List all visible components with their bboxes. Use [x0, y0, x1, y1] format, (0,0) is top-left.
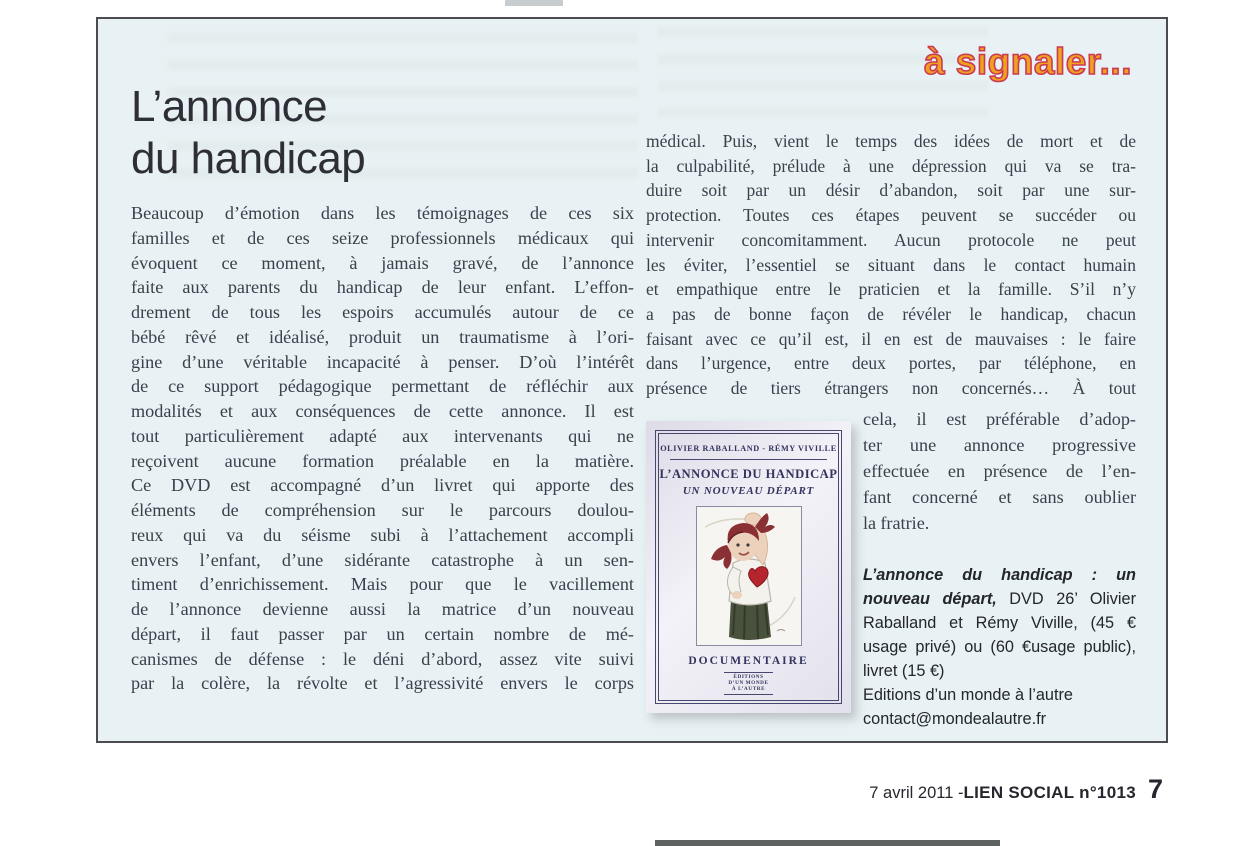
text-line: familles et de ces seize professionnels médicaux qui [131, 227, 634, 248]
text-line: effectuée en présence de l’en- [863, 460, 1136, 481]
text-line: la culpabilité, prélude à une dépression qui va se tra- [646, 155, 1136, 176]
text-line: Beaucoup d’émotion dans les témoignages de ces six [131, 203, 634, 223]
section-tag: à signaler... [923, 41, 1132, 82]
text-line: gine d’une véritable incapacité à penser. D’où l’intérêt [131, 351, 634, 372]
text-line: modalités et aux conséquences de cette annonce. Il est [131, 401, 634, 421]
text-line: duire soit par un désir d’abandon, soit par une sur- [646, 180, 1136, 201]
text-line: cela, il est préférable d’adop- [863, 408, 1136, 429]
caption-publisher: Editions d’un monde à l’autre [863, 685, 1073, 704]
caption-title: L’annonce du handicap : un nouveau départ, [863, 565, 1136, 608]
text-line: évoquent ce moment, à jamais gravé, de l’annonce [131, 252, 634, 273]
text-line: protection. Toutes ces étapes peuvent se succéder ou [646, 205, 1136, 226]
text-line: bébé rêvé et idéalisé, produit un traumatisme à l’ori- [131, 326, 634, 347]
dvd-title: L’ANNONCE DU HANDICAP [659, 466, 838, 481]
article-left-column [131, 201, 634, 696]
dvd-caption [863, 563, 1136, 731]
dvd-cover-inner [658, 433, 839, 701]
publisher-logo [724, 672, 772, 695]
right-column-text-top [646, 129, 1136, 401]
dvd-cover-frame [655, 430, 842, 704]
text-line: et empathique entre le praticien et la famille. S’il n’y [646, 279, 1136, 300]
text-line: faite aux parents du handicap de leur enfant. L’effon- [131, 277, 634, 298]
text-line: intervenir concomitamment. Aucun protocole ne peut [646, 229, 1136, 250]
caption-email: contact@mondealautre.fr [863, 709, 1047, 728]
media-row [646, 408, 1136, 731]
dvd-subtitle: UN NOUVEAU DÉPART [682, 484, 815, 497]
text-line: médical. Puis, vient le temps des idées de mort et de [646, 131, 1136, 151]
dvd-rule [670, 459, 828, 460]
text-line: par la colère, la révolte et l’agressivité envers le corps [131, 673, 634, 694]
text-line: tout particulièrement adapté aux intervenants qui ne [131, 425, 634, 446]
caption-flow [863, 563, 1136, 683]
text-line: canismes de défense : le déni d’abord, assez vite suivi [131, 648, 634, 669]
page-footer [869, 774, 1163, 805]
text-line: reux qui va du séisme subi à l’attachement accompli [131, 524, 634, 545]
article-title-line1: L’annonce [131, 82, 328, 131]
text-line: Ce DVD est accompagné d’un livret qui apporte des [131, 475, 634, 496]
text-line: la fratrie. [863, 512, 930, 533]
article-title [131, 81, 365, 185]
right-column-text-wrapped [863, 406, 1136, 536]
scan-artifact-smudge [505, 0, 563, 6]
article-right-column [646, 129, 1136, 731]
text-line: éléments de compréhension sur le parcours doulou- [131, 500, 634, 520]
text-line: départ, il faut passer par un certain nombre de mé- [131, 623, 634, 644]
dvd-cover [646, 421, 851, 713]
wrap-text-stack [863, 406, 1136, 731]
article-panel [96, 17, 1168, 743]
publisher-line: À L’AUTRE [731, 686, 766, 693]
publisher-line: D’UN MONDE [728, 680, 769, 687]
dvd-genre: DOCUMENTAIRE [688, 654, 809, 667]
scan-artifact-strip [655, 840, 1000, 846]
girl-illustration [696, 506, 802, 646]
text-line: dans l’urgence, entre deux portes, par téléphone, en [646, 353, 1136, 374]
text-line: drement de tous les espoirs accumulés autour de ce [131, 302, 634, 322]
text-line: de l’annonce devienne aussi la matrice d’un nouveau [131, 599, 634, 619]
text-line: timent d’enrichissement. Mais pour que le vacillement [131, 574, 634, 595]
dvd-authors: OLIVIER RABALLAND - RÉMY VIVILLE [660, 443, 837, 453]
caption-body: DVD 26’ Olivier Raballand et Rémy Viville, (45 € usage privé) ou (60 €usage public), livret (15 €) [863, 589, 1136, 680]
text-line: reçoivent aucune formation préalable en la matière. [131, 450, 634, 471]
text-line: ter une annonce progressive [863, 434, 1136, 455]
footer-page-number: 7 [1147, 774, 1163, 804]
footer-magazine-name: LIEN SOCIAL n°1013 [963, 783, 1136, 802]
footer-date: 7 avril 2011 - [869, 784, 964, 802]
publisher-line: ÉDITIONS [733, 674, 764, 681]
text-line: fant concerné et sans oublier [863, 486, 1136, 507]
text-line: présence de tiers étrangers non concernés… À tout [646, 378, 1136, 399]
text-line: envers l’enfant, d’une sidérante catastrophe à un sen- [131, 549, 634, 570]
article-title-line2: du handicap [131, 134, 366, 183]
text-line: faisant avec ce qu’il est, il en est de mauvaises : le faire [646, 328, 1136, 349]
text-line: a pas de bonne façon de révéler le handicap, chacun [646, 303, 1136, 324]
text-line: de ce support pédagogique permettant de réfléchir aux [131, 376, 634, 397]
text-line: les éviter, l’essentiel se situant dans le contact humain [646, 254, 1136, 275]
